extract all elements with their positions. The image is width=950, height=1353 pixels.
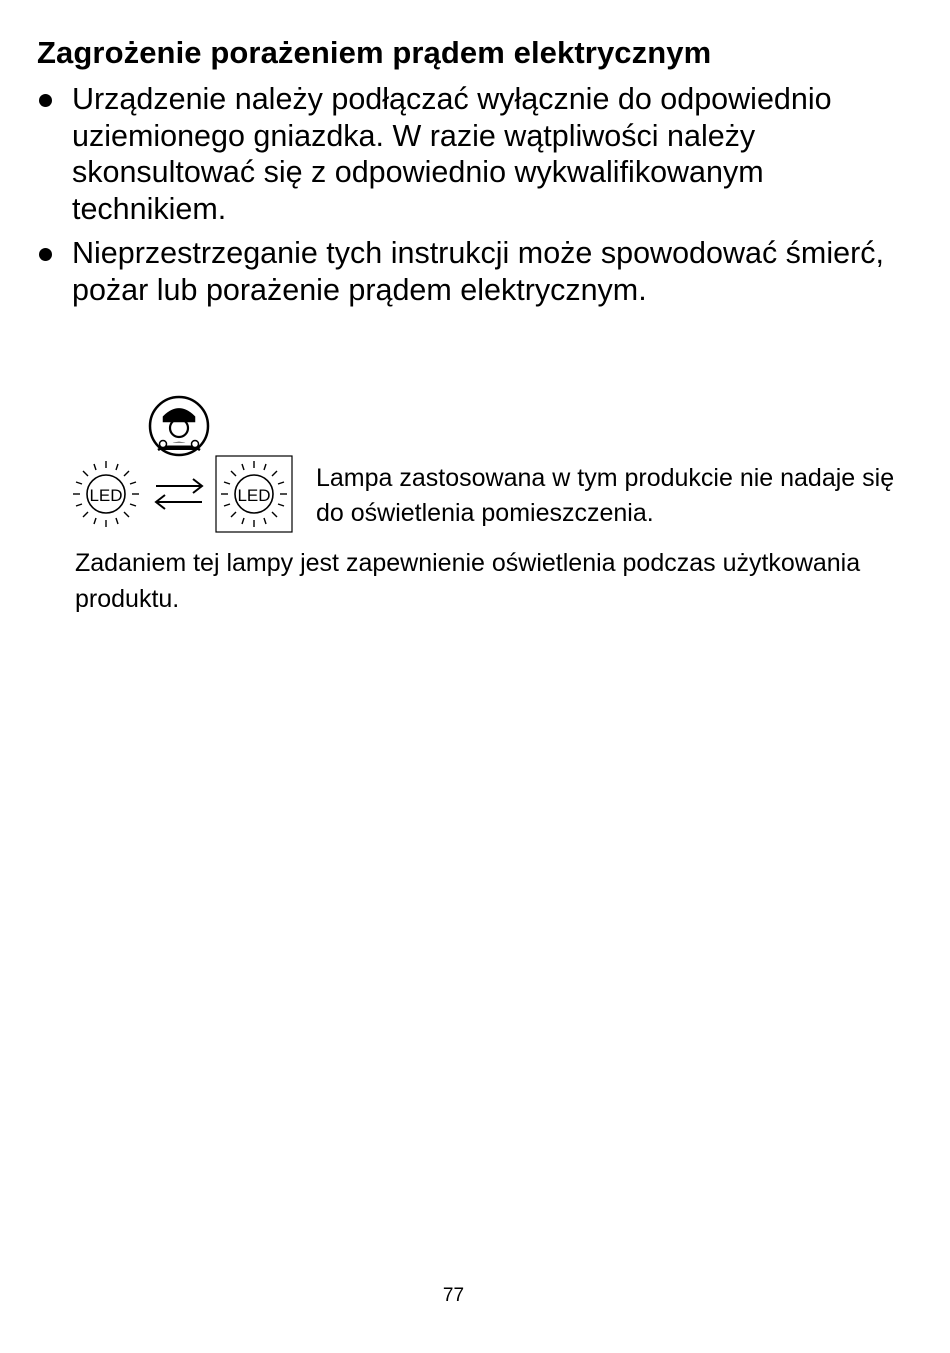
warning-list (37, 81, 917, 316)
led-lamp-icon (73, 461, 139, 527)
list-item (37, 235, 917, 308)
led-label: LED (89, 486, 123, 505)
page-number: 77 (442, 1285, 465, 1306)
led-label: LED (237, 486, 271, 505)
led-lamp-framed-icon (216, 456, 292, 532)
bullet-icon (39, 248, 52, 261)
list-item (37, 81, 917, 227)
technician-icon (150, 397, 208, 455)
lamp-purpose: Zadaniem tej lampy jest zapewnienie oświetlenia podczas użytkowania produktu. (75, 549, 861, 613)
swap-arrows-icon (156, 479, 202, 509)
lamp-note: Lampa zastosowana w tym produkcie nie nadaje się do oświetlenia pomieszczenia. (316, 464, 895, 527)
page-title: Zagrożenie porażeniem prądem elektrycznym (37, 35, 712, 70)
list-item-text: Nieprzestrzeganie tych instrukcji może spowodować śmierć, pożar lub porażenie prądem elektrycznym. (72, 236, 884, 307)
bullet-icon (39, 94, 52, 107)
lamp-symbols (70, 394, 298, 542)
list-item-text: Urządzenie należy podłączać wyłącznie do odpowiednio uziemionego gniazdka. W razie wątpliwości należy skonsultować się z odpowiednio wykwalifikowanym technikiem. (72, 82, 832, 226)
